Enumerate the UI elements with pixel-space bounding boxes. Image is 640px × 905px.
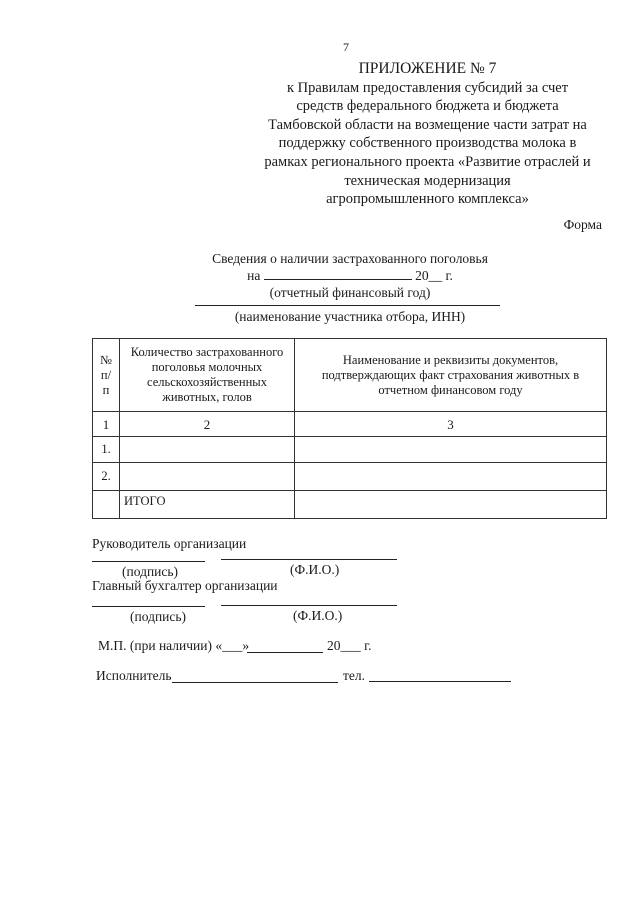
head-fio-blank[interactable] [221,559,397,560]
executor-blank[interactable] [172,682,338,683]
row-num: 1. [93,437,120,463]
total-label: ИТОГО [120,491,295,519]
appendix-line: рамках регионального проекта «Развитие отраслей и [264,153,591,170]
fio-caption: (Ф.И.О.) [290,562,340,577]
period-caption: (отчетный финансовый год) [269,285,431,300]
accountant-label: Главный бухгалтер организации [92,578,278,593]
accountant-fio-blank[interactable] [221,605,397,606]
heading-na: на [247,268,261,283]
colnum-3: 3 [295,412,607,437]
appendix-line: агропромышленного комплекса» [326,191,529,208]
header-docs: Наименование и реквизиты документов, подтверждающих факт страхования животных в отчетном финансовом году [295,339,607,412]
executor-label: Исполнитель [96,668,172,683]
signature-caption: (подпись) [122,564,179,579]
appendix-line: средств федерального бюджета и бюджета [296,98,559,115]
total-num-cell [93,491,120,519]
total-row [93,491,607,519]
colnum-2: 2 [120,412,295,437]
row-docs-cell[interactable] [295,463,607,491]
date-blank[interactable] [264,267,412,280]
column-number-row [93,412,607,437]
appendix-line: Тамбовской области на возмещение части затрат на [268,116,587,133]
row-docs-cell[interactable] [295,437,607,463]
table-header-row [93,339,607,412]
insurance-table [92,338,607,519]
colnum-1: 1 [93,412,120,437]
signature-caption: (подпись) [130,609,187,624]
stamp-year: 20___ г. [327,638,372,653]
report-heading [130,250,570,301]
appendix-line: техническая модернизация [344,172,511,189]
total-docs-cell[interactable] [295,491,607,519]
heading-date-line [130,267,570,284]
stamp-date-blank[interactable] [247,652,323,653]
appendix-line: поддержку собственного производства молока в [278,135,577,152]
head-signature-blank[interactable] [92,561,205,562]
header-count: Количество застрахованного поголовья молочных сельскохозяйственных животных, голов [120,339,295,412]
head-label: Руководитель организации [92,536,247,551]
table-row [93,463,607,491]
participant-blank[interactable] [195,305,500,306]
row-count-cell[interactable] [120,463,295,491]
stamp-text: М.П. (при наличии) «___» [98,638,250,653]
accountant-signature-blank[interactable] [92,606,205,607]
header-num: № п/п [93,339,120,412]
row-num: 2. [93,463,120,491]
form-label: Форма [563,217,602,232]
table-row [93,437,607,463]
participant-caption: (наименование участника отбора, ИНН) [234,309,466,324]
appendix-title: ПРИЛОЖЕНИЕ № 7 [358,60,497,77]
page-number: 7 [343,40,349,54]
phone-label: тел. [343,668,366,683]
row-count-cell[interactable] [120,437,295,463]
fio-caption: (Ф.И.О.) [293,608,343,623]
appendix-block [240,60,615,209]
phone-blank[interactable] [369,681,511,682]
appendix-line: к Правилам предоставления субсидий за счет [286,79,569,96]
heading-title: Сведения о наличии застрахованного поголовья [212,251,488,266]
heading-year: 20__ г. [415,268,453,283]
